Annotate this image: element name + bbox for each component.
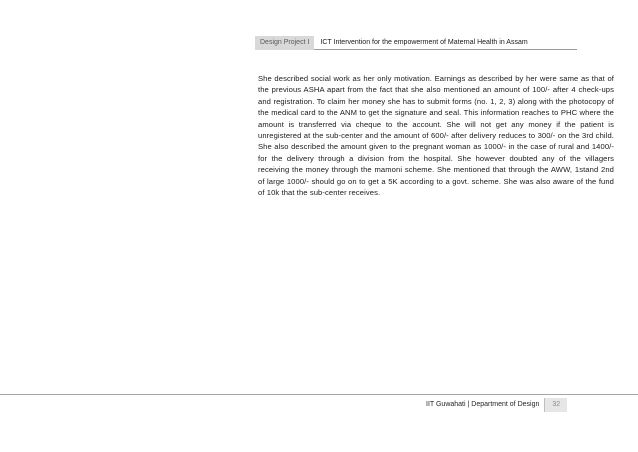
footer-divider <box>0 394 638 395</box>
page-footer <box>426 398 567 412</box>
project-tag: Design Project I <box>255 36 314 50</box>
document-title: ICT Intervention for the empowerment of Maternal Health in Assam <box>314 36 577 50</box>
footer-institution: IIT Guwahati | Department of Design <box>426 401 540 408</box>
body-paragraph: She described social work as her only motivation. Earnings as described by her were same as that of the previous ASHA apart from the fact that she also mentioned an amount of 100/- after 4 check-ups and registration. To claim her money she has to submit forms (no. 1, 2, 3) along with the photocopy of the medical card to the ANM to get the signature and seal. This information reaches to PHC where the amount is transferred via cheque to the account. She will not get any money if the patient is unregistered at the sub-center and the amount of 600/- after delivery reduces to 300/- on the 3rd child. She also described the amount given to the pregnant woman as 1000/- in the case of rural and 1400/- for the delivery through a division from the hospital. She however doubted any of the villagers receiving the money through the mamoni scheme. She mentioned that through the AWW, 1stand 2nd of large 1000/- should go on to get a 5K according to a govt. scheme. She was also aware of the fund of 10k that the sub-center receives. <box>258 74 614 198</box>
page-header <box>255 36 577 50</box>
page-number: 32 <box>544 398 567 412</box>
